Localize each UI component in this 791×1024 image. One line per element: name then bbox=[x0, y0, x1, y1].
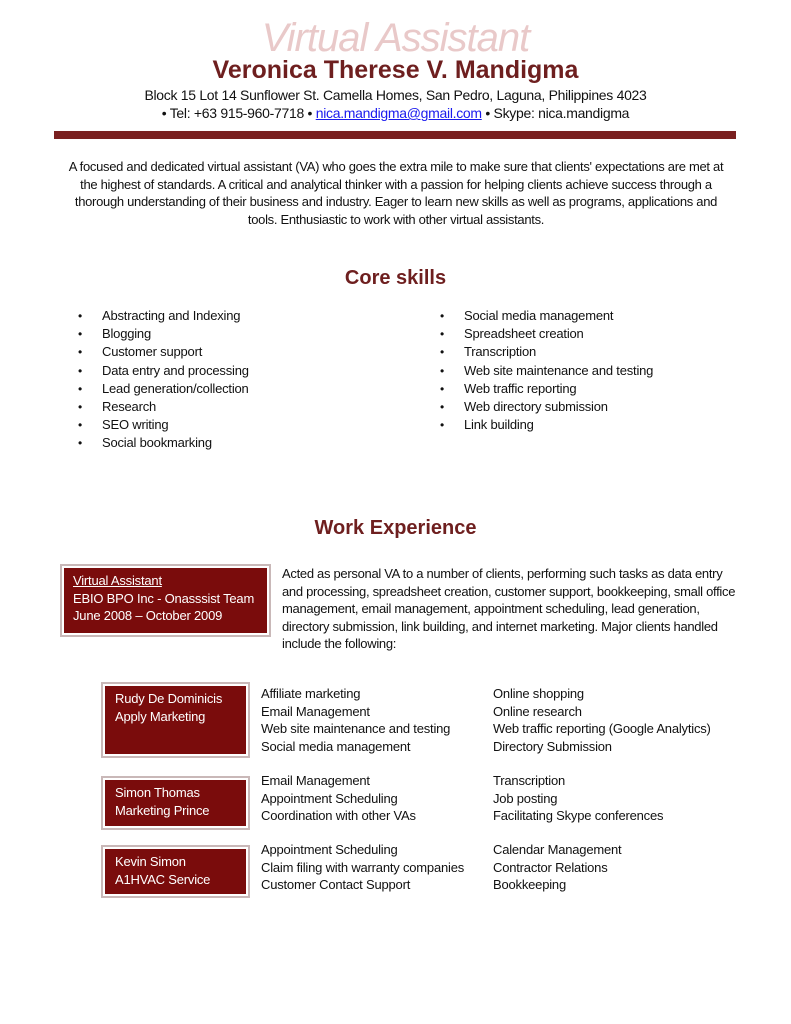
client-tasks-right bbox=[493, 685, 711, 755]
task-item: Facilitating Skype conferences bbox=[493, 808, 664, 823]
task-item: Directory Submission bbox=[493, 738, 612, 754]
contact-prefix: • Tel: +63 915-960-7718 • bbox=[161, 105, 316, 121]
address-line: Block 15 Lot 14 Sunflower St. Camella Homes, San Pedro, Laguna, Philippines 4023 bbox=[144, 87, 647, 103]
skill-item: • SEO writing bbox=[78, 416, 398, 434]
client-tasks-left bbox=[261, 841, 464, 894]
skill-item: • Lead generation/collection bbox=[78, 380, 398, 398]
client-box-simon bbox=[105, 780, 246, 826]
client-company: Marketing Prince bbox=[115, 802, 210, 818]
task-item: Appointment Scheduling bbox=[261, 790, 398, 806]
skill-item: • Web site maintenance and testing bbox=[440, 362, 760, 380]
work-experience-heading: Work Experience bbox=[314, 517, 477, 539]
contact-suffix: • Skype: nica.mandigma bbox=[481, 105, 630, 121]
skill-item: • Spreadsheet creation bbox=[440, 325, 760, 343]
task-item: Appointment Scheduling bbox=[261, 842, 398, 857]
header-divider bbox=[54, 131, 736, 139]
client-name: Rudy De Dominicis bbox=[115, 691, 223, 706]
task-item: Online research bbox=[493, 703, 582, 719]
skill-item: • Abstracting and Indexing bbox=[78, 307, 398, 325]
task-item: Online shopping bbox=[493, 686, 584, 701]
skills-list-left bbox=[78, 307, 398, 453]
task-item: Affiliate marketing bbox=[261, 686, 361, 701]
applicant-name: Veronica Therese V. Mandigma bbox=[212, 56, 579, 84]
skill-item: • Social media management bbox=[440, 307, 760, 325]
client-tasks-right bbox=[493, 841, 621, 894]
client-name: Simon Thomas bbox=[115, 785, 200, 800]
client-box-kevin bbox=[105, 849, 246, 894]
task-item: Claim filing with warranty companies bbox=[261, 859, 465, 875]
client-box-rudy bbox=[105, 686, 246, 754]
skill-item: • Research bbox=[78, 398, 398, 416]
task-item: Social media management bbox=[261, 738, 411, 754]
skills-list-right bbox=[440, 307, 760, 434]
skill-item: • Customer support bbox=[78, 343, 398, 361]
email-link[interactable]: nica.mandigma@gmail.com bbox=[315, 105, 482, 121]
task-item: Contractor Relations bbox=[493, 859, 608, 875]
position-role: Virtual Assistant bbox=[73, 573, 162, 588]
task-item: Web traffic reporting (Google Analytics) bbox=[493, 721, 711, 736]
task-item: Web site maintenance and testing bbox=[261, 721, 451, 736]
position-company: EBIO BPO Inc - Onasssist Team bbox=[73, 590, 255, 606]
skill-item: • Social bookmarking bbox=[78, 434, 398, 452]
contact-line bbox=[0, 104, 791, 122]
summary-paragraph: A focused and dedicated virtual assistant (VA) who goes the extra mile to make sure that clients' expectations are met at the highest of standards. A critical and analytical thinker with a passion for helping clients achieve success through a thorough understanding of their business and industry. Eager to learn new skills as well as programs, applications and tools. Enthusiastic to work with other virtual assistants. bbox=[68, 159, 724, 227]
client-tasks-left bbox=[261, 685, 450, 755]
task-item: Bookkeeping bbox=[493, 877, 566, 892]
skill-item: • Data entry and processing bbox=[78, 362, 398, 380]
skill-item: • Web directory submission bbox=[440, 398, 760, 416]
task-item: Email Management bbox=[261, 703, 370, 719]
position-description: Acted as personal VA to a number of clients, performing such tasks as data entry and processing, spreadsheet creation, customer support, bookkeeping, small office management, email management, appointment scheduling, lead generation, directory submission, link building, and internet marketing. Major clients handled include the following: bbox=[282, 566, 736, 651]
client-company: Apply Marketing bbox=[115, 708, 206, 724]
task-item: Calendar Management bbox=[493, 842, 622, 857]
task-item: Customer Contact Support bbox=[261, 877, 411, 892]
core-skills-heading: Core skills bbox=[344, 267, 447, 289]
skill-item: • Web traffic reporting bbox=[440, 380, 760, 398]
task-item: Transcription bbox=[493, 773, 566, 788]
task-item: Job posting bbox=[493, 790, 558, 806]
client-tasks-right bbox=[493, 772, 663, 825]
position-box bbox=[64, 568, 267, 633]
task-item: Coordination with other VAs bbox=[261, 808, 416, 823]
position-dates: June 2008 – October 2009 bbox=[73, 608, 223, 623]
task-item: Email Management bbox=[261, 773, 370, 788]
client-tasks-left bbox=[261, 772, 416, 825]
skill-item: • Transcription bbox=[440, 343, 760, 361]
client-company: A1HVAC Service bbox=[115, 871, 211, 887]
skill-item: • Link building bbox=[440, 416, 760, 434]
watermark-title: Virtual Assistant bbox=[261, 16, 530, 60]
client-name: Kevin Simon bbox=[115, 854, 186, 869]
skill-item: • Blogging bbox=[78, 325, 398, 343]
